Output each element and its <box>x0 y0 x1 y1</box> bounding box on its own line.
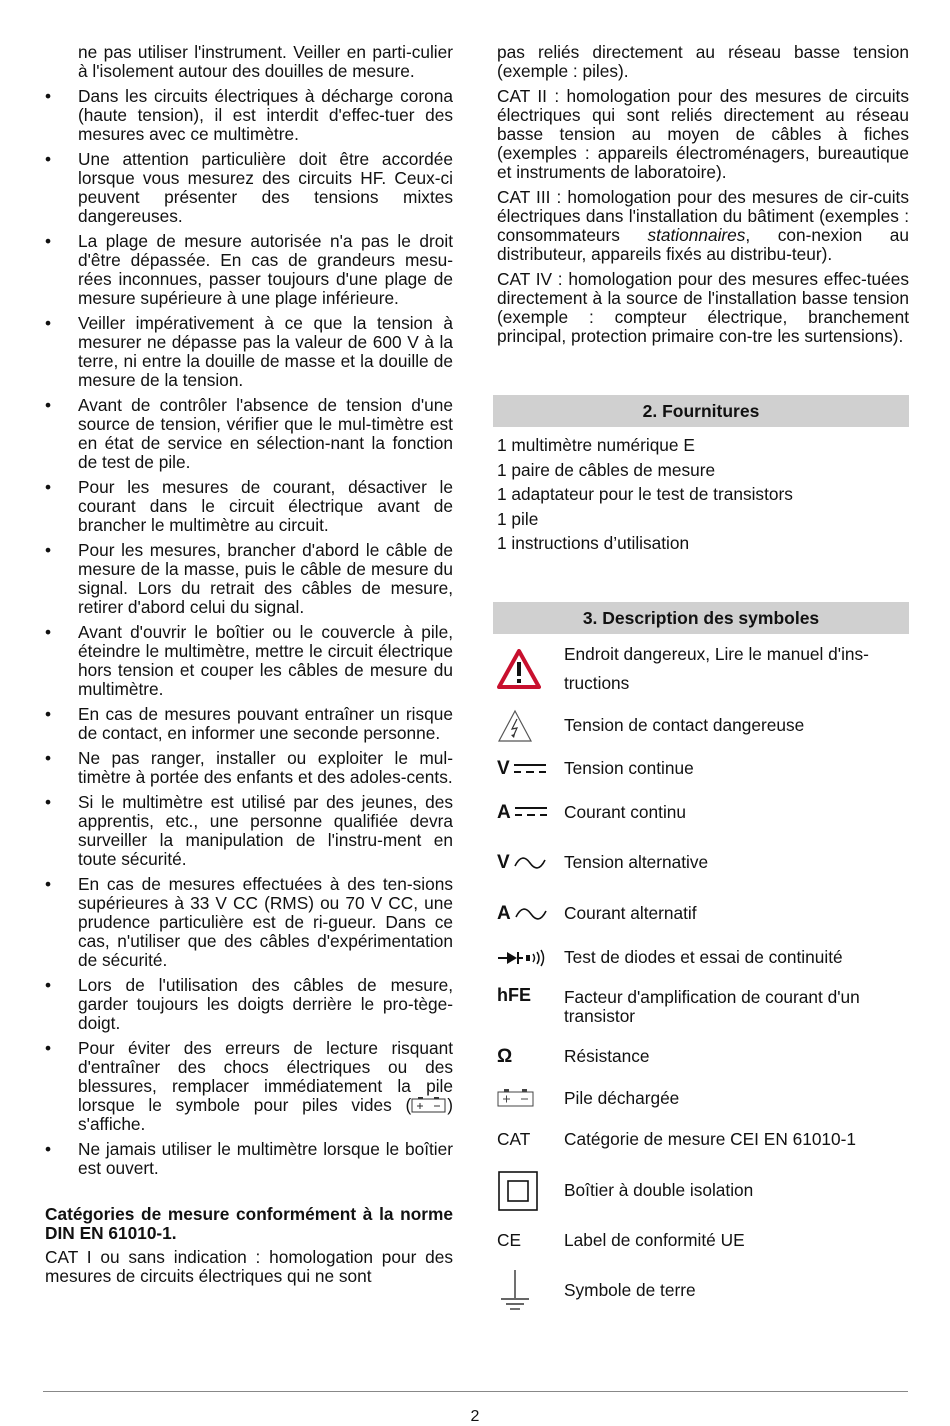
list-item: • Lors de l'utilisation des câbles de mesure, garder toujours les doigts derrière le pro-tège-doigt. <box>45 976 453 1033</box>
table-row <box>493 1260 909 1322</box>
ac-symbol-icon <box>514 855 546 871</box>
table-row <box>493 788 909 837</box>
supplies-list <box>493 433 909 556</box>
high-voltage-icon <box>497 709 564 743</box>
table-row <box>493 939 909 977</box>
symbol-description: Courant alternatif <box>564 903 697 923</box>
empty-battery-icon <box>497 1088 564 1108</box>
table-row <box>493 1077 909 1120</box>
page-number: 2 <box>470 1408 480 1425</box>
symbol-description: Symbole de terre <box>564 1280 696 1300</box>
symbol-description: Pile déchargée <box>564 1087 680 1108</box>
cat1-continued: pas reliés directement au réseau basse tension (exemple : piles). <box>497 42 909 81</box>
right-column <box>493 43 909 1322</box>
volt-letter: V <box>497 758 510 779</box>
symbols-table <box>493 636 909 1322</box>
battery-text-pre: Pour éviter des erreurs de lecture risquant d'entraîner des chocs électriques ou des blessures, remplacer immédiatement la pile lorsque le symbole pour piles vides ( <box>78 1038 453 1115</box>
table-row <box>493 837 909 889</box>
list-item: • Veiller impérativement à ce que la tension à mesurer ne dépasse pas la valeur de 600 V à la terre, ni entre la douille de masse et la douille de mesure de la tension. <box>45 314 453 390</box>
ce-symbol: CE <box>497 1230 522 1250</box>
dc-symbol-icon <box>514 805 548 819</box>
symbol-description: Tension continue <box>564 758 694 778</box>
cat3-pre: CAT III : homologation pour des mesures de cir-cuits électriques dans l'installation du bâtiment (exemples : consommateurs <box>497 187 909 245</box>
left-column <box>45 43 453 1292</box>
list-item: • Si le multimètre est utilisé par des jeunes, des apprentis, etc., une personne qualifiée devra surveiller la manipulation de l'instru-ment en toute sécurité. <box>45 793 453 869</box>
list-item: • Une attention particulière doit être accordée lorsque vous mesurez des circuits HF. Ceux-ci peuvent présenter des tensions mixtes dangereuses. <box>45 150 453 226</box>
warning-triangle-icon <box>497 649 564 689</box>
cat3-text <box>493 188 909 264</box>
list-item: 1 multimètre numérique E <box>497 435 695 455</box>
table-row <box>493 636 909 702</box>
list-item: 1 pile <box>497 508 539 529</box>
dc-symbol-icon <box>513 762 547 776</box>
empty-battery-icon <box>411 1096 447 1114</box>
ohm-symbol: Ω <box>497 1046 513 1067</box>
battery-text-post: ) s'affiche. <box>78 1095 453 1134</box>
table-row <box>493 977 909 1037</box>
footer-divider <box>43 1391 908 1392</box>
cat4-text: CAT IV : homologation pour des mesures effec-tuées directement à la source de l'installation basse tension (exemple : compteur électrique, branchement principal, protection primaire con-tre les surtensions). <box>497 269 909 346</box>
symbol-description: Facteur d'amplification de courant d'un transistor <box>564 986 860 1026</box>
symbol-description: Courant continu <box>564 801 687 822</box>
symbol-description: Boîtier à double isolation <box>564 1180 754 1200</box>
list-item: • En cas de mesures pouvant entraîner un risque de contact, en informer une seconde personne. <box>45 705 453 743</box>
table-row <box>493 750 909 788</box>
list-item: • Avant d'ouvrir le boîtier ou le couvercle à pile, éteindre le multimètre, mettre le circuit électrique hors tension et couper les câbles de mesure du multimètre. <box>45 623 453 699</box>
symbol-description: Tension alternative <box>564 852 709 872</box>
list-item: • Ne pas ranger, installer ou exploiter le mul-timètre à portée des enfants et des adoles-cents. <box>45 749 453 787</box>
earth-ground-icon <box>497 1268 564 1314</box>
symbol-description: Catégorie de mesure CEI EN 61010-1 <box>564 1129 857 1149</box>
symbols-heading: 3. Description des symboles <box>493 602 909 634</box>
table-row <box>493 1120 909 1160</box>
symbol-description: Tension de contact dangereuse <box>564 715 805 735</box>
ampere-letter: A <box>497 801 511 823</box>
hfe-symbol: hFE <box>497 984 531 1005</box>
intro-text: ne pas utiliser l'instrument. Veiller en parti-culier à l'isolement autour des douilles de mesure. <box>78 42 453 81</box>
double-insulation-icon <box>497 1170 564 1212</box>
symbol-description: Endroit dangereux, Lire le manuel d'ins-tructions <box>564 643 869 693</box>
list-item: • En cas de mesures effectuées à des ten-sions supérieures à 33 V CC (RMS) ou 70 V CC, une prudence particulière est de ri-gueur. Dans ce cas, n'utiliser que des câbles d'expérimentation de sécurité. <box>45 875 453 970</box>
volt-letter: V <box>497 852 510 873</box>
symbol-description: Label de conformité UE <box>564 1230 745 1250</box>
list-item: 1 instructions d’utilisation <box>497 533 690 553</box>
supplies-heading: 2. Fournitures <box>493 395 909 427</box>
cat1-text: CAT I ou sans indication : homologation pour des mesures de circuits électriques qui ne sont <box>45 1247 453 1286</box>
cat2-text: CAT II : homologation pour des mesures de circuits électriques qui sont reliés directement au réseau basse tension au moyen de câbles à fiches (exemples : appareils électroménagers, bureautique et instruments de laboratoire). <box>497 86 909 182</box>
list-item: • Dans les circuits électriques à décharge corona (haute tension), il est interdit d'effec-tuer des mesures avec ce multimètre. <box>45 87 453 144</box>
symbol-description: Test de diodes et essai de continuité <box>564 947 843 967</box>
list-item: • Pour les mesures de courant, désactiver le courant dans le circuit électrique avant de brancher le multimètre au circuit. <box>45 478 453 535</box>
list-item: • Avant de contrôler l'absence de tension d'une source de tension, vérifier que le mul-timètre est en état de service en sélection-nant la fonction de test de pile. <box>45 396 453 472</box>
cat3-em: stationnaires <box>647 225 746 245</box>
table-row <box>493 1222 909 1260</box>
measurement-categories-title: Catégories de mesure conformément à la norme DIN EN 61010-1. <box>45 1204 453 1243</box>
list-item <box>45 1039 453 1134</box>
table-row <box>493 889 909 939</box>
cat-symbol: CAT <box>497 1129 531 1149</box>
symbol-description: Résistance <box>564 1046 650 1066</box>
list-item: • Ne jamais utiliser le multimètre lorsque le boîtier est ouvert. <box>45 1140 453 1178</box>
list-item: 1 paire de câbles de mesure <box>497 459 716 480</box>
list-item: • La plage de mesure autorisée n'a pas le droit d'être dépassée. En cas de grandeurs mesu-rées inconnues, passer toujours d'une plage de mesure supérieure à une plage inférieure. <box>45 232 453 308</box>
cat3-post: , con-nexion au distributeur, appareils fixés au distribu-teur). <box>497 225 909 264</box>
table-row <box>493 1037 909 1077</box>
ac-symbol-icon <box>515 906 547 922</box>
ampere-letter: A <box>497 903 511 924</box>
table-row <box>493 1160 909 1222</box>
diode-continuity-icon <box>497 949 564 967</box>
list-item: • Pour les mesures, brancher d'abord le câble de mesure de la masse, puis le câble de mesure du signal. Lors du retrait des câbles de mesure, retirer d'abord celui du signal. <box>45 541 453 617</box>
list-item: 1 adaptateur pour le test de transistors <box>497 484 793 504</box>
table-row <box>493 702 909 750</box>
safety-list <box>45 87 453 1178</box>
